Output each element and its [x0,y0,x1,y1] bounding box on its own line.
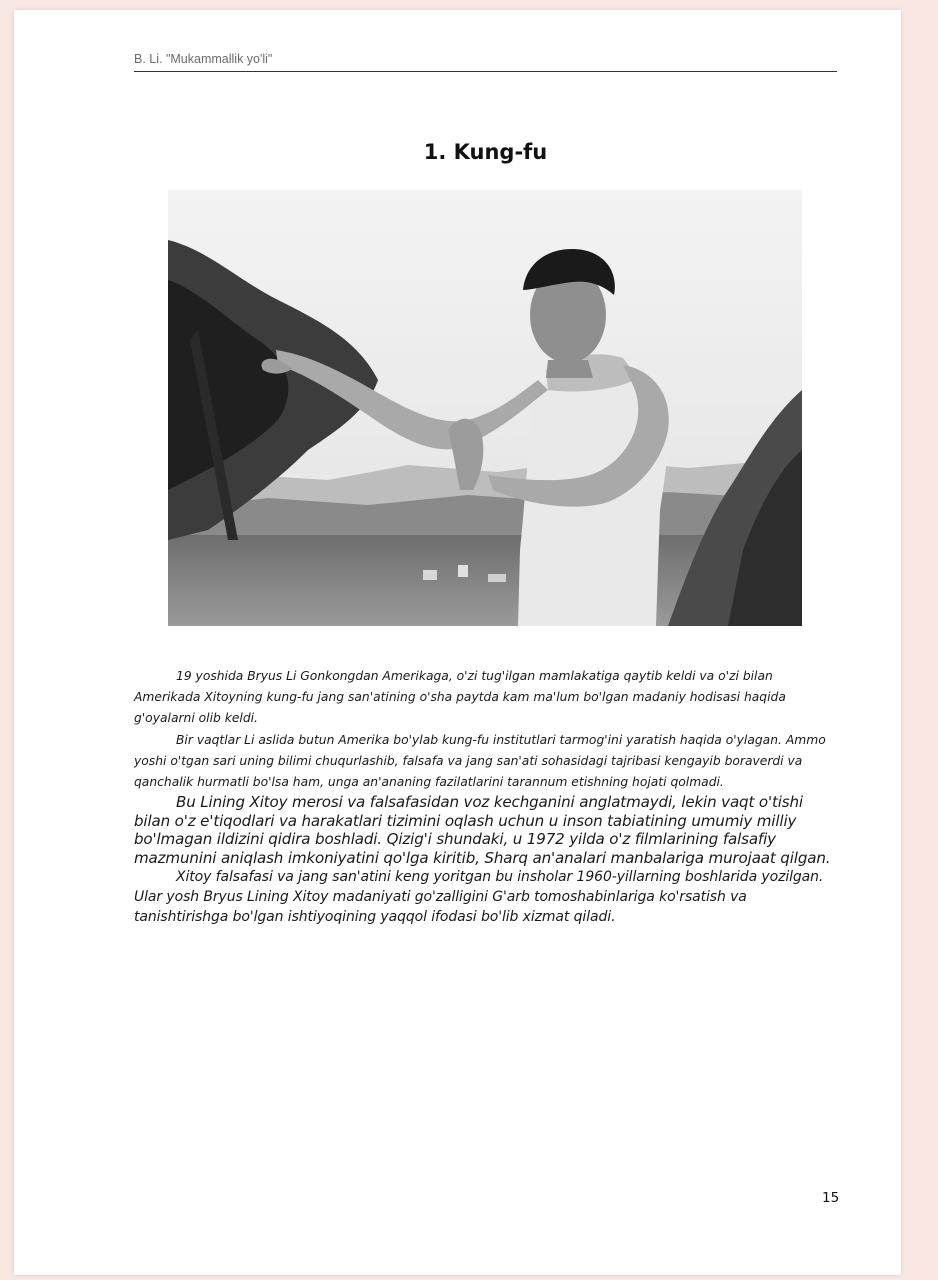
paragraph-4: Xitoy falsafasi va jang san'atini keng yoritgan bu insholar 1960-yillarning boshlarida yozilgan. Ular yosh Bryus Lining Xitoy madaniyati go'zalligini G'arb tomoshabinlariga ko'rsatish va tanishtirishga bo'lgan ishtiyoqining yaqqol ifodasi bo'lib xizmat qiladi. [134,869,824,926]
chapter-title: 1. Kung-fu [423,140,548,164]
chapter-photo [168,190,802,626]
body-text [134,666,840,927]
running-header: B. Li. "Mukammallik yo'li" [134,52,837,72]
page-number: 15 [822,1190,840,1206]
paragraph-2: Bir vaqtlar Li aslida butun Amerika bo'ylab kung-fu institutlari tarmog'ini yaratish haqida o'ylagan. Ammo yoshi o'tgan sari uning bilimi chuqurlashib, falsafa va jang san'ati sohasidagi tajribasi kengayib boraverdi va qanchalik hurmatli bo'lsa ham, unga an'ananing fazilatlarini tarannum etishning hojati qolmadi. [134,732,826,790]
document-page [14,10,901,1275]
paragraph-1: 19 yoshida Bryus Li Gonkongdan Amerikaga, o'zi tug'ilgan mamlakatiga qaytib keldi va o'zi bilan Amerikada Xitoyning kung-fu jang san'atining o'sha paytda kam ma'lum bo'lgan madaniy hodisasi haqida g'oyalarni olib keldi. [134,669,786,726]
paragraph-3: Bu Lining Xitoy merosi va falsafasidan voz kechganini anglatmaydi, lekin vaqt o'tishi bilan o'z e'tiqodlari va harakatlari tizimini oqlash uchun u inson tabiatining umumiy milliy bo'lmagan ildizini qidira boshladi. Qizig'i shundaki, u 1972 yilda o'z filmlarining falsafiy mazmunini aniqlash imkoniyatini qo'lga kiritib, Sharq an'analari manbalariga murojaat qilgan. [134,793,831,867]
